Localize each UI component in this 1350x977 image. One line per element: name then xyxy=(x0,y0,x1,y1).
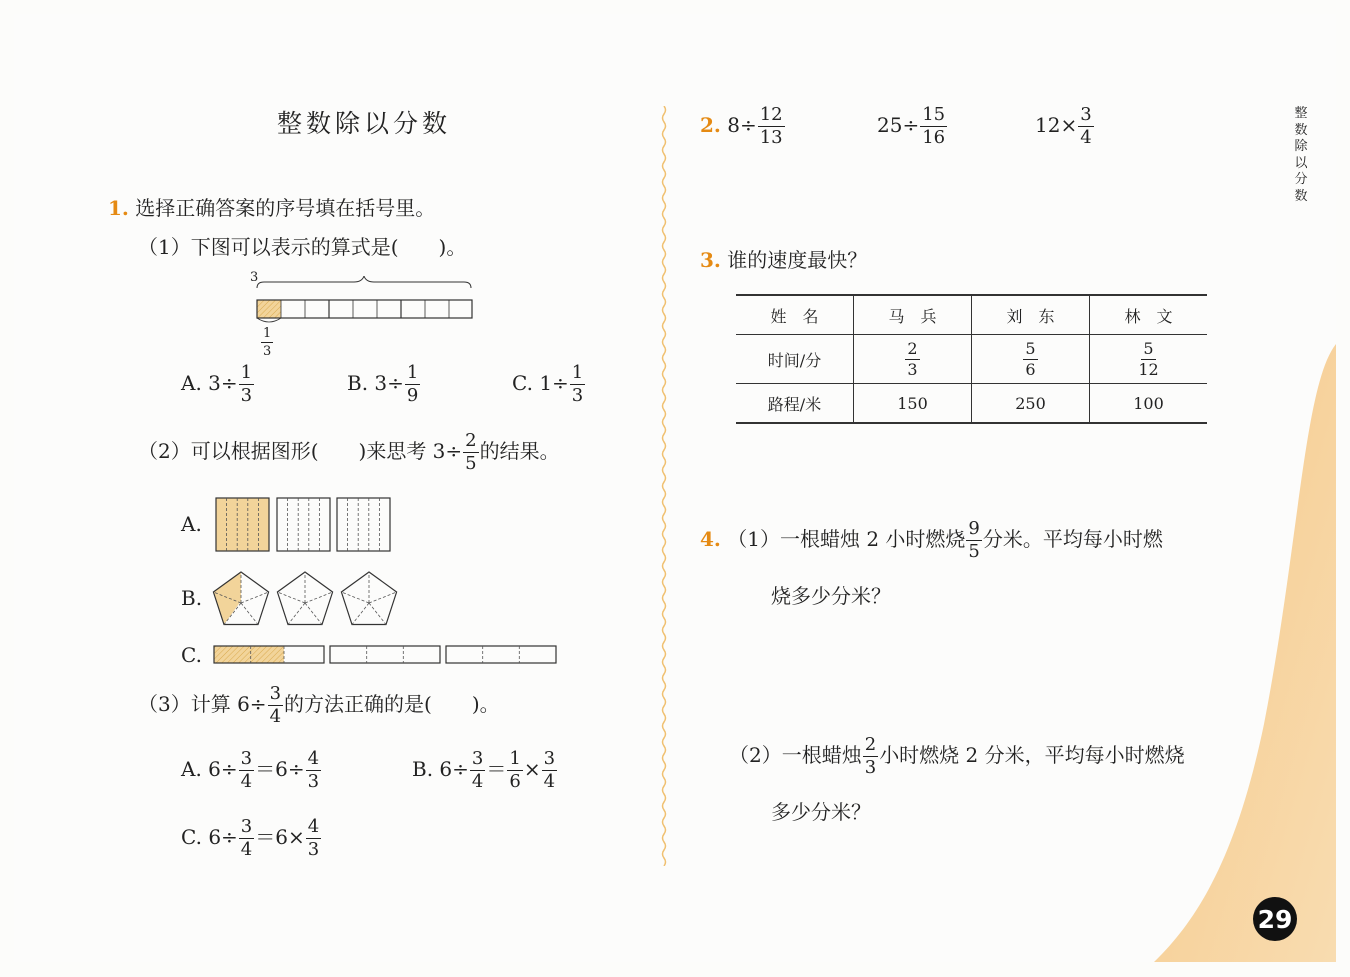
expr-3: 12× $\frac{3}{4}$ xyxy=(1035,104,1092,148)
speed-table xyxy=(736,294,1207,424)
side-title-char: 分 xyxy=(1294,172,1308,187)
bar-brace-label: 3 xyxy=(250,270,259,285)
question-number: 2. xyxy=(700,113,721,137)
question-2: 2. 8÷ $\frac{12}{13}$ xyxy=(700,104,783,148)
question-number: 3. xyxy=(700,248,721,272)
question-4-part1: 4. （1）一根蜡烛 2 小时燃烧 $\frac{9}{5}$ 分米。平均每小时燃 xyxy=(700,518,1163,562)
pentagons-figure xyxy=(210,570,405,630)
table-header: 林 文 xyxy=(1090,295,1208,335)
table-row xyxy=(736,295,1207,335)
question-1 xyxy=(108,192,435,221)
squares-figure xyxy=(214,496,394,554)
table-row xyxy=(736,384,1207,424)
table-cell: $\frac{5}{12}$ xyxy=(1090,335,1208,384)
table-cell: $\frac{5}{6}$ xyxy=(972,335,1090,384)
q1-p1-option-b[interactable]: B. 3÷ $\frac{1}{9}$ xyxy=(347,362,419,406)
table-cell: 250 xyxy=(972,384,1090,424)
table-cell: 150 xyxy=(854,384,972,424)
table-cell: 路程/米 xyxy=(736,384,854,424)
q1-p3-option-a[interactable]: A. 6÷ $\frac{3}{4}$ ＝6÷ $\frac{4}{3}$ xyxy=(181,748,320,792)
question-3 xyxy=(700,244,867,273)
table-header: 马 兵 xyxy=(854,295,972,335)
side-title-char: 除 xyxy=(1294,139,1308,154)
worksheet xyxy=(14,14,1336,962)
side-title-char: 以 xyxy=(1294,155,1308,171)
expr-1: 8÷ xyxy=(727,113,757,137)
bar-diagram xyxy=(254,276,476,324)
q1-p3-option-c[interactable]: C. 6÷ $\frac{3}{4}$ ＝6× $\frac{4}{3}$ xyxy=(181,816,320,860)
q1-part1-label: （1）下图可以表示的算式是( )。 xyxy=(138,235,467,259)
q4-p1-line2: 烧多少分米？ xyxy=(771,584,891,608)
question-text: 选择正确答案的序号填在括号里。 xyxy=(135,196,436,220)
corner-decoration xyxy=(1154,344,1336,962)
q1-p3-option-b[interactable]: B. 6÷ $\frac{3}{4}$ ＝ $\frac{1}{6}$ × $\frac{3}{4}$ xyxy=(412,748,556,792)
table-header: 姓 名 xyxy=(736,295,854,335)
page-title: 整数除以分数 xyxy=(277,109,452,138)
q1-p1-option-a[interactable]: A. 3÷ $\frac{1}{3}$ xyxy=(181,362,253,406)
side-title xyxy=(1293,106,1309,205)
expr-2: 25÷ $\frac{15}{16}$ xyxy=(877,104,946,148)
table-header: 刘 东 xyxy=(972,295,1090,335)
question-number: 4. xyxy=(700,527,721,551)
column-divider xyxy=(660,106,668,866)
question-text: 谁的速度最快？ xyxy=(727,248,868,272)
q1-p2-option-c-letter[interactable]: C. xyxy=(181,643,202,667)
bar-unit-label: $\frac{1}{3}$ xyxy=(263,326,272,359)
q1-p2-option-b-letter[interactable]: B. xyxy=(181,586,203,610)
table-row xyxy=(736,335,1207,384)
side-title-char: 数 xyxy=(1294,188,1308,204)
page-number: 29 xyxy=(1253,897,1297,941)
q1-part3-label: （3）计算 6÷ $\frac{3}{4}$ 的方法正确的是( )。 xyxy=(138,683,500,727)
side-title-char: 整 xyxy=(1294,106,1308,121)
question-4-part2: （2）一根蜡烛 $\frac{2}{3}$ 小时燃烧 2 分米，平均每小时燃烧 xyxy=(729,734,1185,778)
question-number: 1. xyxy=(108,196,129,220)
q1-part2-label: （2）可以根据图形( )来思考 3÷ $\frac{2}{5}$ 的结果。 xyxy=(138,430,560,474)
table-cell: 100 xyxy=(1090,384,1208,424)
q1-p2-option-a-letter[interactable]: A. xyxy=(181,512,202,536)
side-title-char: 数 xyxy=(1294,122,1308,138)
q1-p1-option-c[interactable]: C. 1÷ $\frac{1}{3}$ xyxy=(512,362,584,406)
table-cell: 时间/分 xyxy=(736,335,854,384)
table-cell: $\frac{2}{3}$ xyxy=(854,335,972,384)
q4-p2-line2: 多少分米？ xyxy=(771,800,871,824)
bars-figure xyxy=(212,644,559,666)
